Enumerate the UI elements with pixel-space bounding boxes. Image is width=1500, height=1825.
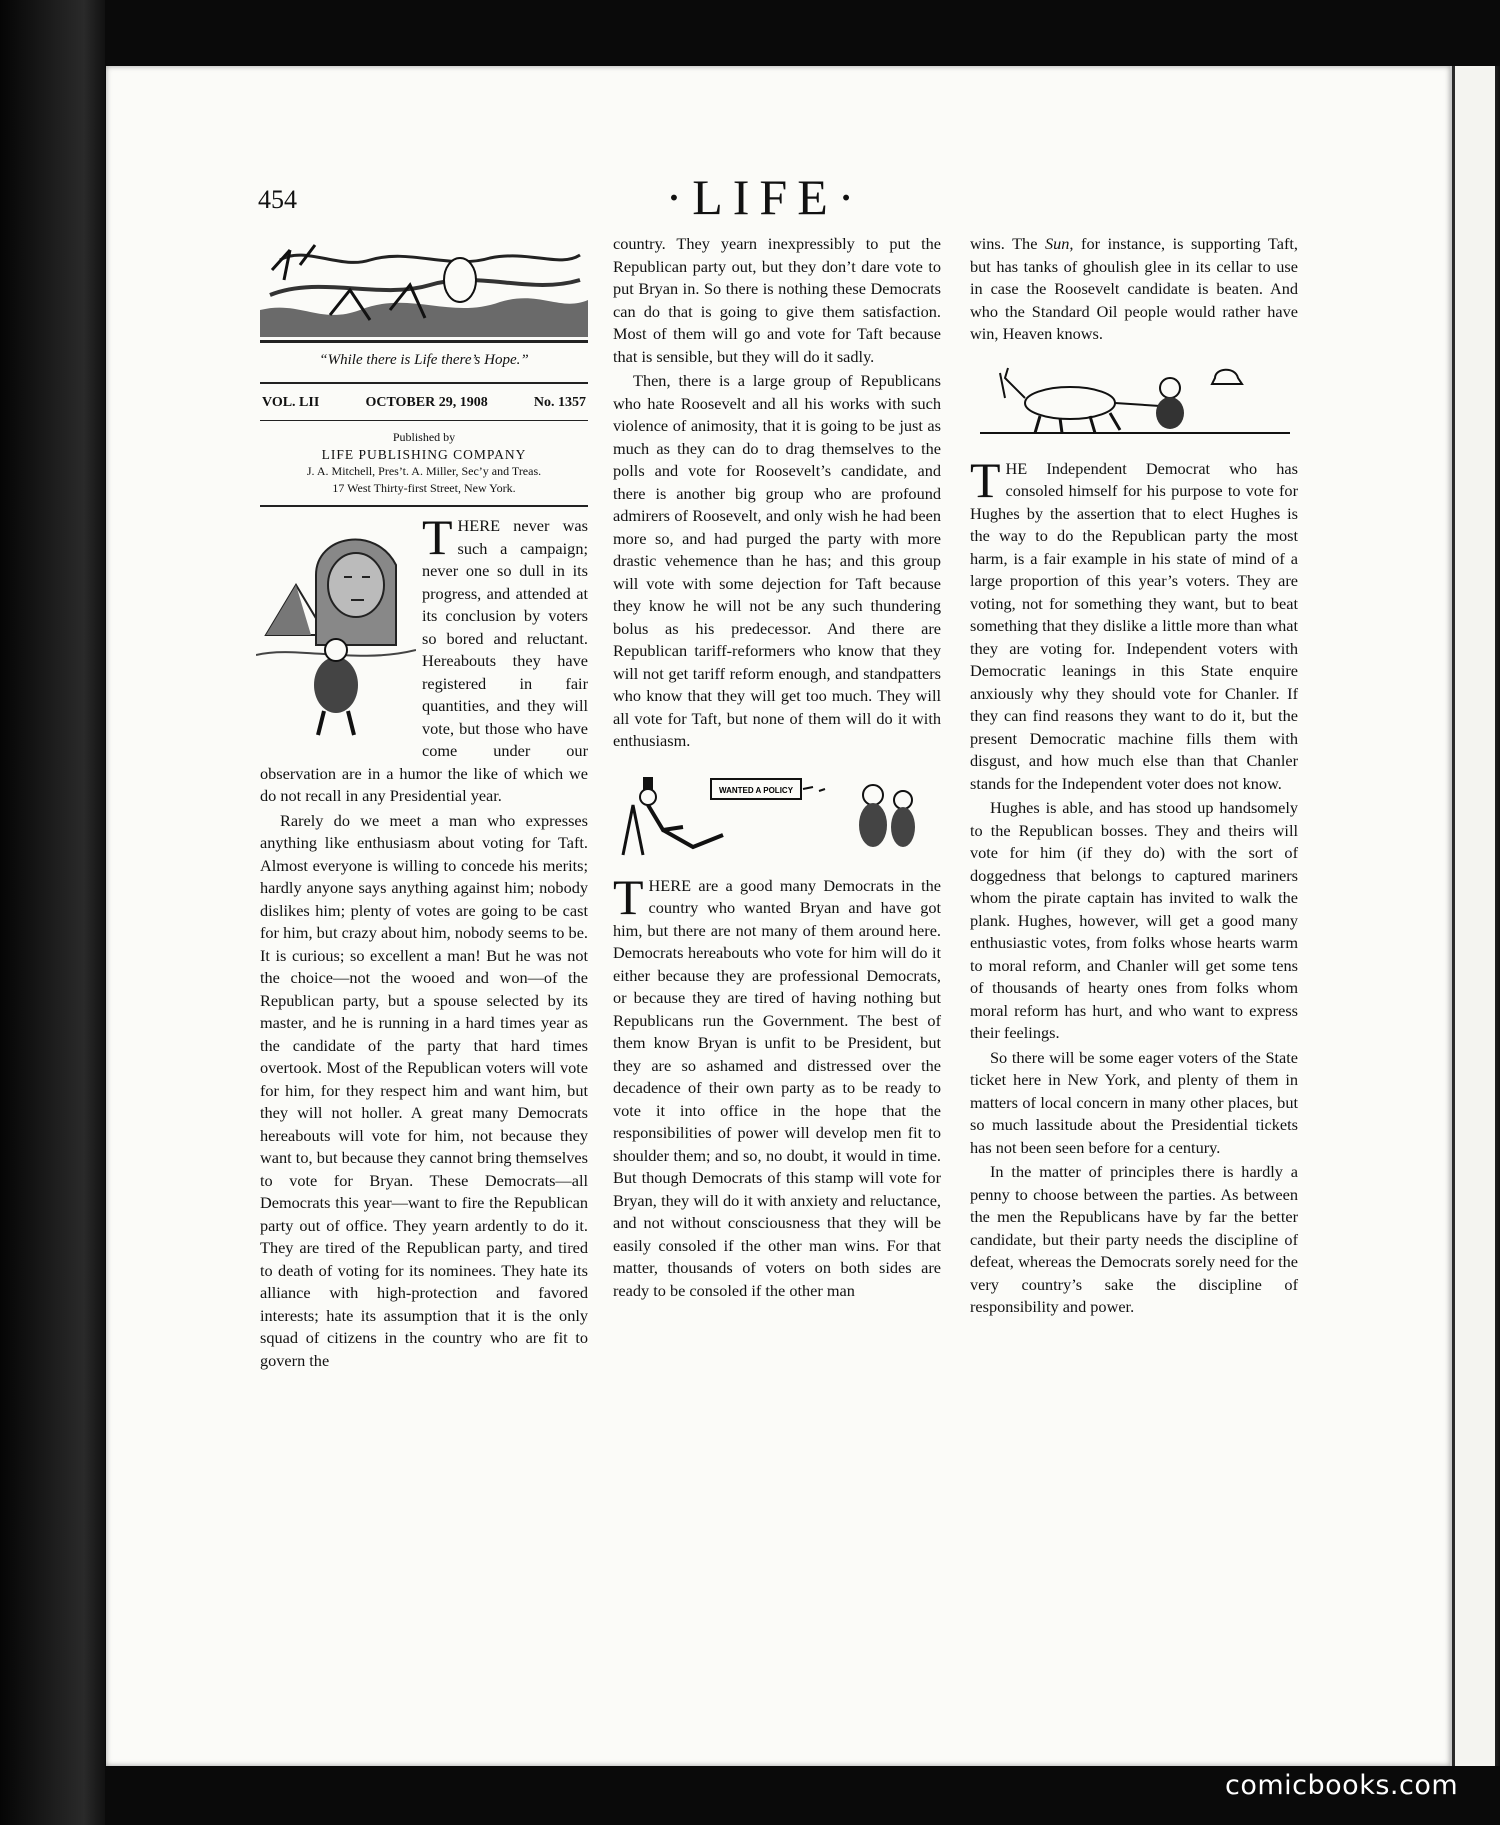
header-vignette-illustration: [260, 240, 588, 343]
drop-cap: T: [422, 509, 453, 565]
article-paragraph: [613, 868, 941, 1303]
article-paragraph: [970, 233, 1298, 346]
publisher-block: [260, 421, 588, 507]
article-paragraph: So there will be some eager voters of the State ticket here in New York, and plenty of them in matters of local concern in many other places, but so much lassitude about the Presidential tickets has not been seen before for a century.: [970, 1047, 1298, 1157]
issue-date: OCTOBER 29, 1908: [365, 394, 488, 410]
article-paragraph: In the matter of principles there is hardly a penny to choose between the parties. As between the men the Republicans have by far the better candidate, but their party needs the discipline of defeat, whereas the Democrats sorely need for the very country’s sake the discipline of responsibility and power.: [970, 1162, 1298, 1316]
next-page-edge: [1452, 66, 1495, 1766]
paragraph-text: HERE are a good many Democrats in the country who wanted Bryan and have got him, but there are not many of them around here. Democrats hereabouts who vote for him will do it either because they are professional Democrats, or because they are tired of having nothing but Republicans run the Government. The best of them know Bryan is unfit to be President, but they are so ashamed and distressed over the decadence of their own party as to be ready to vote it into office in the hope that the responsibilities of power will develop men fit to shoulder them; and so, no doubt, it would in time. But though Democrats of this stamp will vote for Bryan, they will do it with anxiety and reluctance, and not without consciousness that they will be easily consoled if the other man wins. For that matter, thousands of voters on both sides are ready to be consoled if the other man: [613, 875, 941, 1300]
paragraph-text: HERE never was such a campaign; never one so dull in its progress, and attended at its conclusion by voters so bored and reluctant. Hereabouts they have registered in fair quantities, and they will vote, but those who have come under our observation are in a humor the like of which we do not recall in any Presidential year.: [260, 516, 588, 805]
drop-cap: T: [613, 868, 644, 925]
masthead-title: ·LIFE·: [665, 169, 865, 225]
published-by-label: Published by: [392, 430, 456, 444]
publisher-address: 17 West Thirty-first Street, New York.: [332, 481, 516, 495]
newspaper-name: Sun,: [1044, 234, 1074, 253]
volume-line: [260, 382, 588, 422]
publisher-officers: J. A. Mitchell, Pres’t. A. Miller, Sec’y and Treas.: [306, 464, 542, 478]
uncle-sam-wanted-illustration: [613, 765, 941, 865]
article-paragraph: Rarely do we meet a man who expresses anything like enthusiasm about voting for Taft. Almost everyone is willing to concede his merits; hardly anyone says anything against him; nobody dislikes him; plenty of votes are going to be cast for him, but crazy about him, nobody seems to be. It is curious; so excellent a man! But he was not the choice—not the wooed and won—of the Republican party, but a spouse selected by its master, and he is running in a hard times year as the candidate of the party that hard times overtook. Most of the Republican voters will vote for him, for they respect him and want him, but they will not holler. A great many Democrats hereabouts will vote for him, not because they want to, but because they cannot bring themselves to vote for Bryan. These Democrats—all Democrats this year—want to fire the Republican party out of office. They yearn ardently to do it. They are tired of the Republican party, and tired to death of voting for its nominees. They hate its alliance with high-protection and favored interests; hate its assumption that it is the only squad of citizens in the country who are fit to govern the: [260, 810, 588, 1370]
wanted-sign-text: WANTED A POLICY: [718, 785, 794, 795]
publisher-name: LIFE PUBLISHING COMPANY: [321, 447, 527, 462]
volume-number: VOL. LII: [262, 394, 320, 410]
paragraph-text: HE Independent Democrat who has consoled himself for his purpose to vote for Hughes by the assertion that to elect Hughes is the way to do the Republican party the most harm, is a fair example in his state of mind of a large proportion of this year’s voters. They are voting, not for something they want, but to beat something that they dislike a little more than what they are voting for. Independent voters with Democratic leanings in this State enquire anxiously why they should vote for Chanler. If they can find reasons they want to do it, but the present Democratic machine fills them with disgust, and how much else than that Chanler stands for the Independent voter does not know.: [970, 458, 1298, 793]
article-paragraph: country. They yearn inexpressibly to put the Republican party out, but they don’t dare vote to put Bryan in. So there is nothing these Democrats can do that is going to give them satisfaction. Most of them will go and vote for Taft because that is sensible, but they will do it sadly.: [613, 234, 941, 366]
article-paragraph: [970, 451, 1298, 796]
scan-border-left: [0, 0, 105, 1825]
article-paragraph: Then, there is a large group of Republicans who hate Roosevelt and all his works with such violence of animosity, that it is going to be just as much as they can do to drag themselves to the polls and vote for Roosevelt’s candidate, and there is another big group who are profound admirers of Roosevelt, and only wish he had been more so, and had purged the party with more drastic vehemence than he has; and this group will vote with some dejection for Taft because they know he will not be any such thundering bolus as his predecessor. And there are Republican tariff-reformers who know that they will not get tariff reform enough, and standpatters who know that they will get too much. They will all vote for Taft, but none of them will do it with enthusiasm.: [613, 371, 941, 750]
paragraph-text: wins. The: [970, 234, 1045, 253]
column-2: [613, 233, 941, 1304]
page-number: 454: [258, 185, 297, 214]
article-paragraph: Hughes is able, and has stood up handsomely to the Republican bosses. They and theirs will vote for him (if they do) with the sort of doggedness that belongs to captured mariners whom the pirate captain has invited to walk the plank. Hughes, however, will get a good many enthusiastic votes, from folks whose hearts warm to moral reform, and Chanler will get some tens of thousands of hearty ones from folks whom moral reform has hurt, and who want to express their feelings.: [970, 798, 1298, 1042]
sphinx-illustration: [256, 515, 416, 745]
column-1: [260, 240, 588, 1374]
column-3: [970, 233, 1298, 1321]
site-watermark: comicbooks.com: [1225, 1770, 1459, 1801]
drop-cap: T: [970, 451, 1001, 508]
donkey-cartoon-illustration: [970, 358, 1298, 448]
masthead-motto: “While there is Life there’s Hope.”: [319, 352, 529, 368]
issue-number: No. 1357: [533, 394, 586, 410]
paragraph-text: for instance, is supporting Taft, but has tanks of ghoulish glee in its cellar to use in case the Roosevelt candidate is beaten. And who the Standard Oil people would rather have win, Heaven knows.: [970, 234, 1298, 343]
